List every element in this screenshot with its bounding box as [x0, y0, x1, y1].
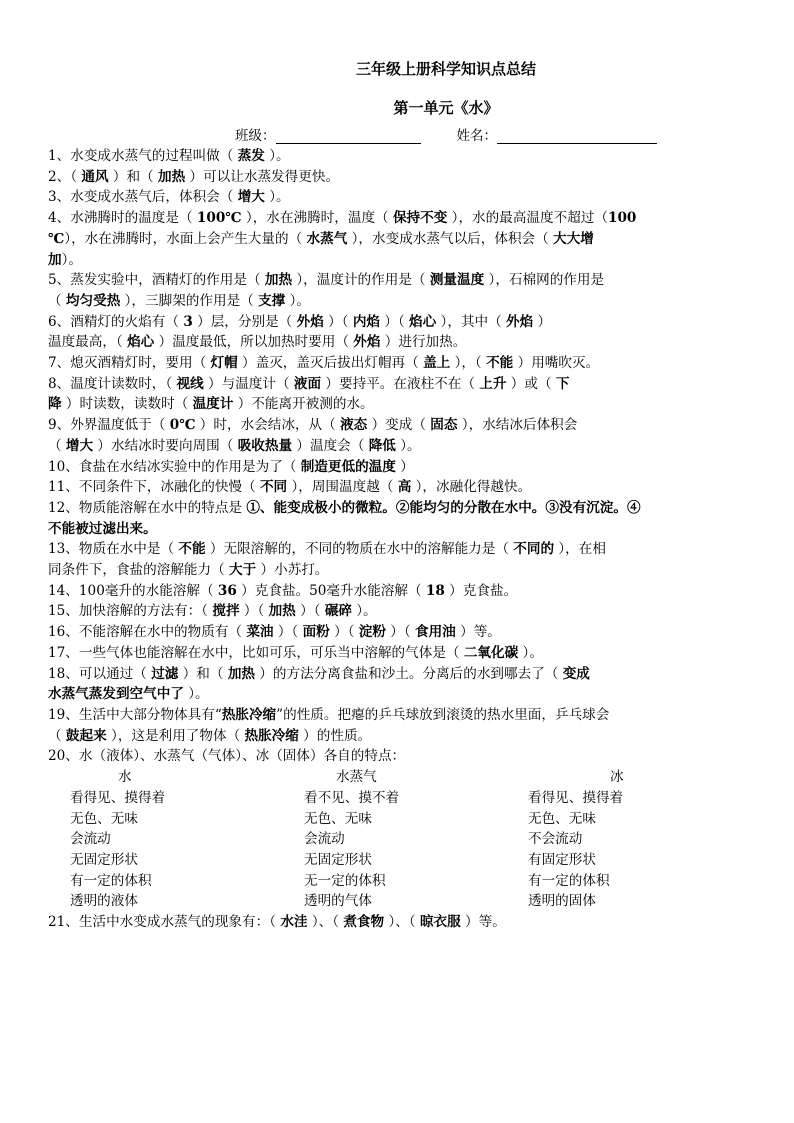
table-cell: 会流动 [304, 831, 345, 848]
answer-text: 保持不变 [392, 210, 448, 227]
table-header: 水 [118, 769, 132, 786]
question-9 [48, 415, 746, 456]
question-text: ）等。 [460, 914, 506, 931]
question-text: ）。 [61, 251, 82, 268]
answer-text: 3 [183, 313, 193, 330]
question-text: 10、食盐在水结冰实验中的作用是为了（ [48, 458, 301, 475]
question-line [48, 684, 746, 705]
table-header: 水蒸气 [336, 769, 377, 786]
question-text: ） [395, 458, 414, 475]
question-line [48, 374, 746, 395]
question-11 [48, 477, 746, 498]
question-text: ）。 [518, 644, 543, 661]
question-text: ），石棉网的作用是 [484, 272, 605, 289]
name-label: 姓名： [456, 128, 497, 144]
answer-text: 温度计 [192, 396, 234, 413]
answer-text: 0℃ [169, 417, 196, 434]
answer-text: 固态 [430, 417, 458, 434]
question-line [48, 519, 746, 540]
table-header: 冰 [610, 769, 624, 786]
question-line [48, 457, 746, 478]
question-line [48, 250, 746, 271]
question-text: 5、蒸发实验中，酒精灯的作用是（ [48, 272, 265, 289]
answer-text: 36 [217, 582, 237, 599]
answer-text: 热胀冷缩 [244, 727, 299, 744]
question-text: 20、水（液体）、水蒸气（气体）、冰（固体）各自的特点： [48, 748, 406, 765]
question-text: 19、生活中大部分物体具有“ [48, 706, 222, 723]
answer-text: 降 [48, 396, 62, 413]
question-line [48, 187, 746, 208]
question-16 [48, 622, 746, 643]
question-text: ）小苏打。 [256, 562, 329, 579]
question-line [48, 270, 746, 291]
question-text: 21、生活中水变成水蒸气的现象有：（ [48, 914, 281, 931]
table-cell: 看得见、摸得着 [528, 789, 624, 806]
question-text: ），其中（ [436, 313, 507, 330]
question-text: ）、（ [307, 914, 344, 931]
question-text: 温度最高，（ [48, 334, 128, 351]
question-line [48, 643, 746, 664]
question-20 [48, 746, 746, 767]
question-text: ），水变成水蒸气以后，体积会（ [347, 230, 554, 247]
question-text: ）。 [285, 292, 310, 309]
answer-text: 水蒸气 [306, 230, 348, 247]
question-text: ）可以让水蒸发得更快。 [185, 168, 340, 185]
answer-text: ℃ [48, 230, 65, 247]
question-18 [48, 664, 746, 705]
question-line [48, 332, 746, 353]
question-text: ），在相 [554, 541, 606, 558]
question-text: 11、不同条件下，冰融化的快慢（ [48, 479, 260, 496]
question-15 [48, 601, 746, 622]
question-text: ）等。 [455, 624, 501, 641]
answer-text: 晾衣服 [419, 914, 461, 931]
answer-text: 降低 [368, 437, 396, 454]
table-cell: 无固定形状 [70, 851, 138, 868]
question-text: ）水结冰时要向周围（ [93, 437, 238, 454]
question-line [48, 436, 746, 457]
question-line [48, 353, 746, 374]
table-cell: 会流动 [70, 831, 111, 848]
question-6 [48, 312, 746, 353]
name-blank-line [497, 129, 657, 144]
question-text: ）。 [351, 603, 377, 620]
answer-text: 外焰 [353, 334, 381, 351]
answer-text: 热胀冷缩 [221, 706, 277, 723]
answer-text: 18 [425, 582, 445, 599]
question-4 [48, 208, 746, 270]
question-line [48, 726, 746, 747]
question-text: ），水在沸腾时，水面上会产生大量的（ [64, 230, 307, 247]
table-cell: 无一定的体积 [304, 872, 386, 889]
question-text: 15、加快溶解的方法有：（ [48, 603, 213, 620]
question-text: ）无限溶解的，不同的物质在水中的溶解能力是（ [205, 541, 514, 558]
question-13 [48, 539, 746, 580]
answer-text: 不同 [259, 479, 288, 496]
answer-text: 过滤 [151, 665, 179, 682]
question-text: 1、水变成水蒸气的过程叫做（ [48, 148, 238, 164]
answer-text: 液态 [340, 417, 368, 434]
question-text: （ [48, 292, 66, 309]
table-cell: 有一定的体积 [70, 872, 152, 889]
question-line [48, 208, 746, 229]
answer-text: 煮食物 [343, 914, 385, 931]
question-list [48, 146, 746, 767]
answer-text: 水洼 [280, 914, 308, 931]
answer-text: 加热 [264, 272, 293, 289]
question-text: ）用嘴吹灭。 [513, 355, 600, 372]
answer-text: 外焰 [506, 313, 534, 330]
answer-text: 大大增 [553, 230, 594, 247]
question-text: ）（ [380, 313, 410, 330]
question-line [48, 622, 746, 643]
answer-text: 测量温度 [429, 272, 485, 289]
question-text: ）时读数，读数时（ [61, 396, 193, 413]
question-text: ）。 [395, 437, 421, 454]
question-text: ）与温度计（ [203, 375, 294, 392]
question-text: ）（ [329, 624, 359, 641]
question-text: ），水结冰后体积会 [457, 417, 578, 434]
question-text: ）进行加热。 [380, 334, 467, 351]
question-text: 13、物质在水中是（ [48, 541, 179, 558]
question-line [48, 167, 746, 188]
question-text: ）克食盐。50毫升水能溶解（ [236, 582, 426, 599]
answer-text: 食用油 [415, 624, 456, 641]
class-blank-line [276, 129, 421, 144]
question-text: ）、（ [384, 914, 420, 931]
question-3 [48, 187, 746, 208]
worksheet-page [48, 58, 746, 933]
answer-text: ①、能变成极小的微粒。②能均匀的分散在水中。③没有沉淀。④ [246, 499, 641, 516]
class-field [235, 124, 421, 144]
question-line [48, 746, 746, 767]
question-17 [48, 643, 746, 664]
answer-text: 视线 [176, 375, 204, 392]
question-1 [48, 146, 746, 167]
question-text: ）时，水会结冰，从（ [195, 417, 341, 434]
question-line [48, 146, 746, 167]
question-line [48, 394, 746, 415]
question-text: 2、（ [48, 168, 82, 185]
question-12 [48, 498, 746, 539]
answer-text: 100℃ [196, 210, 242, 227]
table-cell: 不会流动 [528, 831, 583, 848]
table-cell: 无固定形状 [304, 851, 372, 868]
question-line [48, 498, 746, 519]
question-text: 4、水沸腾时的温度是（ [48, 210, 197, 227]
answer-text: 增大 [237, 189, 265, 206]
answer-text: 焰心 [409, 313, 437, 330]
answer-text: 搅拌 [212, 603, 240, 620]
question-text: ）或（ [506, 375, 556, 392]
answer-text: 通风 [81, 168, 109, 185]
question-text: ）（ [273, 624, 303, 641]
question-text: ），水在沸腾时，温度（ [241, 210, 393, 227]
answer-text: 加热 [227, 665, 255, 682]
question-line [48, 581, 746, 602]
table-cell: 无色、无味 [528, 810, 596, 827]
name-field [457, 124, 658, 144]
question-text: 3、水变成水蒸气后，体积会（ [48, 189, 238, 206]
question-text: ）和（ [108, 168, 158, 185]
states-of-water-table [48, 767, 746, 912]
answer-text: 吸收热量 [237, 437, 293, 454]
question-text: ），水的最高温度不超过（ [447, 210, 608, 227]
question-text: ），这是利用了物体（ [106, 727, 245, 744]
question-5 [48, 270, 746, 311]
answer-text: 蒸发 [237, 148, 265, 164]
question-text: ）温度会（ [292, 437, 369, 454]
question-text: 16、不能溶解在水中的物质有（ [48, 624, 247, 641]
answer-text: 加 [48, 251, 62, 268]
question-text: ），冰融化得越快。 [411, 479, 532, 496]
table-cell: 看不见、摸不着 [304, 789, 400, 806]
question-line [48, 477, 746, 498]
question-text: ）（ [323, 313, 353, 330]
answer-text: 内焰 [352, 313, 381, 330]
question-text: ）的性质。 [298, 727, 372, 744]
answer-text: 制造更低的温度 [300, 458, 396, 475]
question-line [48, 560, 746, 581]
question-text: 12、物质能溶解在水中的特点是 [48, 499, 247, 516]
question-text: ）。 [183, 686, 209, 703]
answer-text: 变成 [562, 665, 590, 682]
answer-text: 鼓起来 [65, 727, 107, 744]
question-text: ）盖灭，盖灭后拔出灯帽再（ [237, 355, 424, 372]
question-7 [48, 353, 746, 374]
question-text: ）要持平。在液柱不在（ [321, 375, 480, 392]
table-cell: 有一定的体积 [528, 872, 610, 889]
question-text: ） [533, 313, 552, 330]
question-text: 9、外界温度低于（ [48, 417, 170, 434]
question-10 [48, 457, 746, 478]
question-text: ）不能离开被测的水。 [233, 396, 374, 413]
table-cell: 透明的液体 [70, 893, 138, 910]
unit-title: 第一单元《水》 [393, 99, 499, 117]
question-text: 6、酒精灯的火焰有（ [48, 313, 184, 330]
answer-text: 不能被过滤出来。 [48, 520, 157, 537]
question-line [48, 539, 746, 560]
answer-text: 支撑 [258, 292, 286, 309]
question-text: ）（ [385, 624, 415, 641]
question-text: ），（ [450, 355, 487, 372]
answer-text: 水蒸气蒸发到空气中了 [48, 686, 184, 703]
question-text: ）克食盐。 [444, 582, 518, 599]
table-cell: 无色、无味 [70, 810, 138, 827]
answer-text: 外焰 [296, 313, 324, 330]
answer-text: 下 [555, 375, 570, 392]
answer-text: 大于 [229, 562, 257, 579]
question-text: ），三脚架的作用是（ [120, 292, 259, 309]
question-text: 14、100毫升的水能溶解（ [48, 582, 218, 599]
question-line [48, 912, 746, 933]
answer-text: 淀粉 [358, 624, 386, 641]
table-cell: 无色、无味 [304, 810, 372, 827]
answer-text: 均匀受热 [65, 292, 121, 309]
question-text: ）（ [295, 603, 325, 620]
question-text: ）和（ [178, 665, 228, 682]
question-text: 8、温度计读数时，（ [48, 375, 177, 392]
question-2 [48, 167, 746, 188]
table-cell: 有固定形状 [528, 851, 596, 868]
question-text: 同条件下，食盐的溶解能力（ [48, 562, 230, 579]
table-cell: 透明的固体 [528, 893, 596, 910]
question-text: 18、可以通过（ [48, 665, 152, 682]
question-line [48, 312, 746, 333]
question-text: （ [48, 727, 66, 744]
question-21 [48, 912, 746, 933]
question-line [48, 601, 746, 622]
page-title: 三年级上册科学知识点总结 [355, 60, 536, 78]
question-text: ）（ [239, 603, 269, 620]
answer-text: 碾碎 [324, 603, 352, 620]
table-cell: 看得见、摸得着 [70, 789, 166, 806]
question-text: ），周围温度越（ [287, 479, 398, 496]
question-line [48, 291, 746, 312]
answer-text: 灯帽 [210, 355, 238, 372]
answer-text: 面粉 [302, 624, 330, 641]
answer-text: 不同的 [513, 541, 555, 558]
question-text: ）变成（ [367, 417, 431, 434]
answer-text: 液面 [293, 375, 322, 392]
question-text: ）的方法分离食盐和沙土。分离后的水到哪去了（ [255, 665, 563, 682]
question-line [48, 705, 746, 726]
student-info [146, 124, 746, 144]
question-text: 17、一些气体也能溶解在水中，比如可乐，可乐当中溶解的气体是（ [48, 644, 464, 661]
question-text: ），温度计的作用是（ [292, 272, 430, 289]
answer-text: 焰心 [127, 334, 155, 351]
answer-text: 增大 [65, 437, 94, 454]
question-line [48, 415, 746, 436]
question-8 [48, 374, 746, 415]
answer-text: 加热 [157, 168, 186, 185]
question-line [48, 229, 746, 250]
question-text: ）层，分别是（ [192, 313, 297, 330]
class-label: 班级： [235, 128, 276, 144]
table-cell: 透明的气体 [304, 893, 372, 910]
answer-text: 二氧化碳 [463, 644, 519, 661]
answer-text: 加热 [268, 603, 296, 620]
question-19 [48, 705, 746, 746]
question-text: ）。 [264, 189, 290, 206]
answer-text: 高 [397, 479, 412, 496]
answer-text: 上升 [479, 375, 507, 392]
answer-text: 100 [608, 210, 637, 227]
question-text: ”的性质。把瘪的乒乓球放到滚烫的热水里面，乒乓球会 [276, 706, 610, 723]
answer-text: 不能 [178, 541, 206, 558]
question-text: ）温度最低，所以加热时要用（ [154, 334, 354, 351]
question-text: 7、熄灭酒精灯时，要用（ [48, 355, 211, 372]
answer-text: 盖上 [423, 355, 451, 372]
answer-text: 菜油 [246, 624, 274, 641]
question-text: ）。 [264, 148, 290, 164]
question-text: （ [48, 437, 66, 454]
question-14 [48, 581, 746, 602]
answer-text: 不能 [486, 355, 514, 372]
question-line [48, 664, 746, 685]
